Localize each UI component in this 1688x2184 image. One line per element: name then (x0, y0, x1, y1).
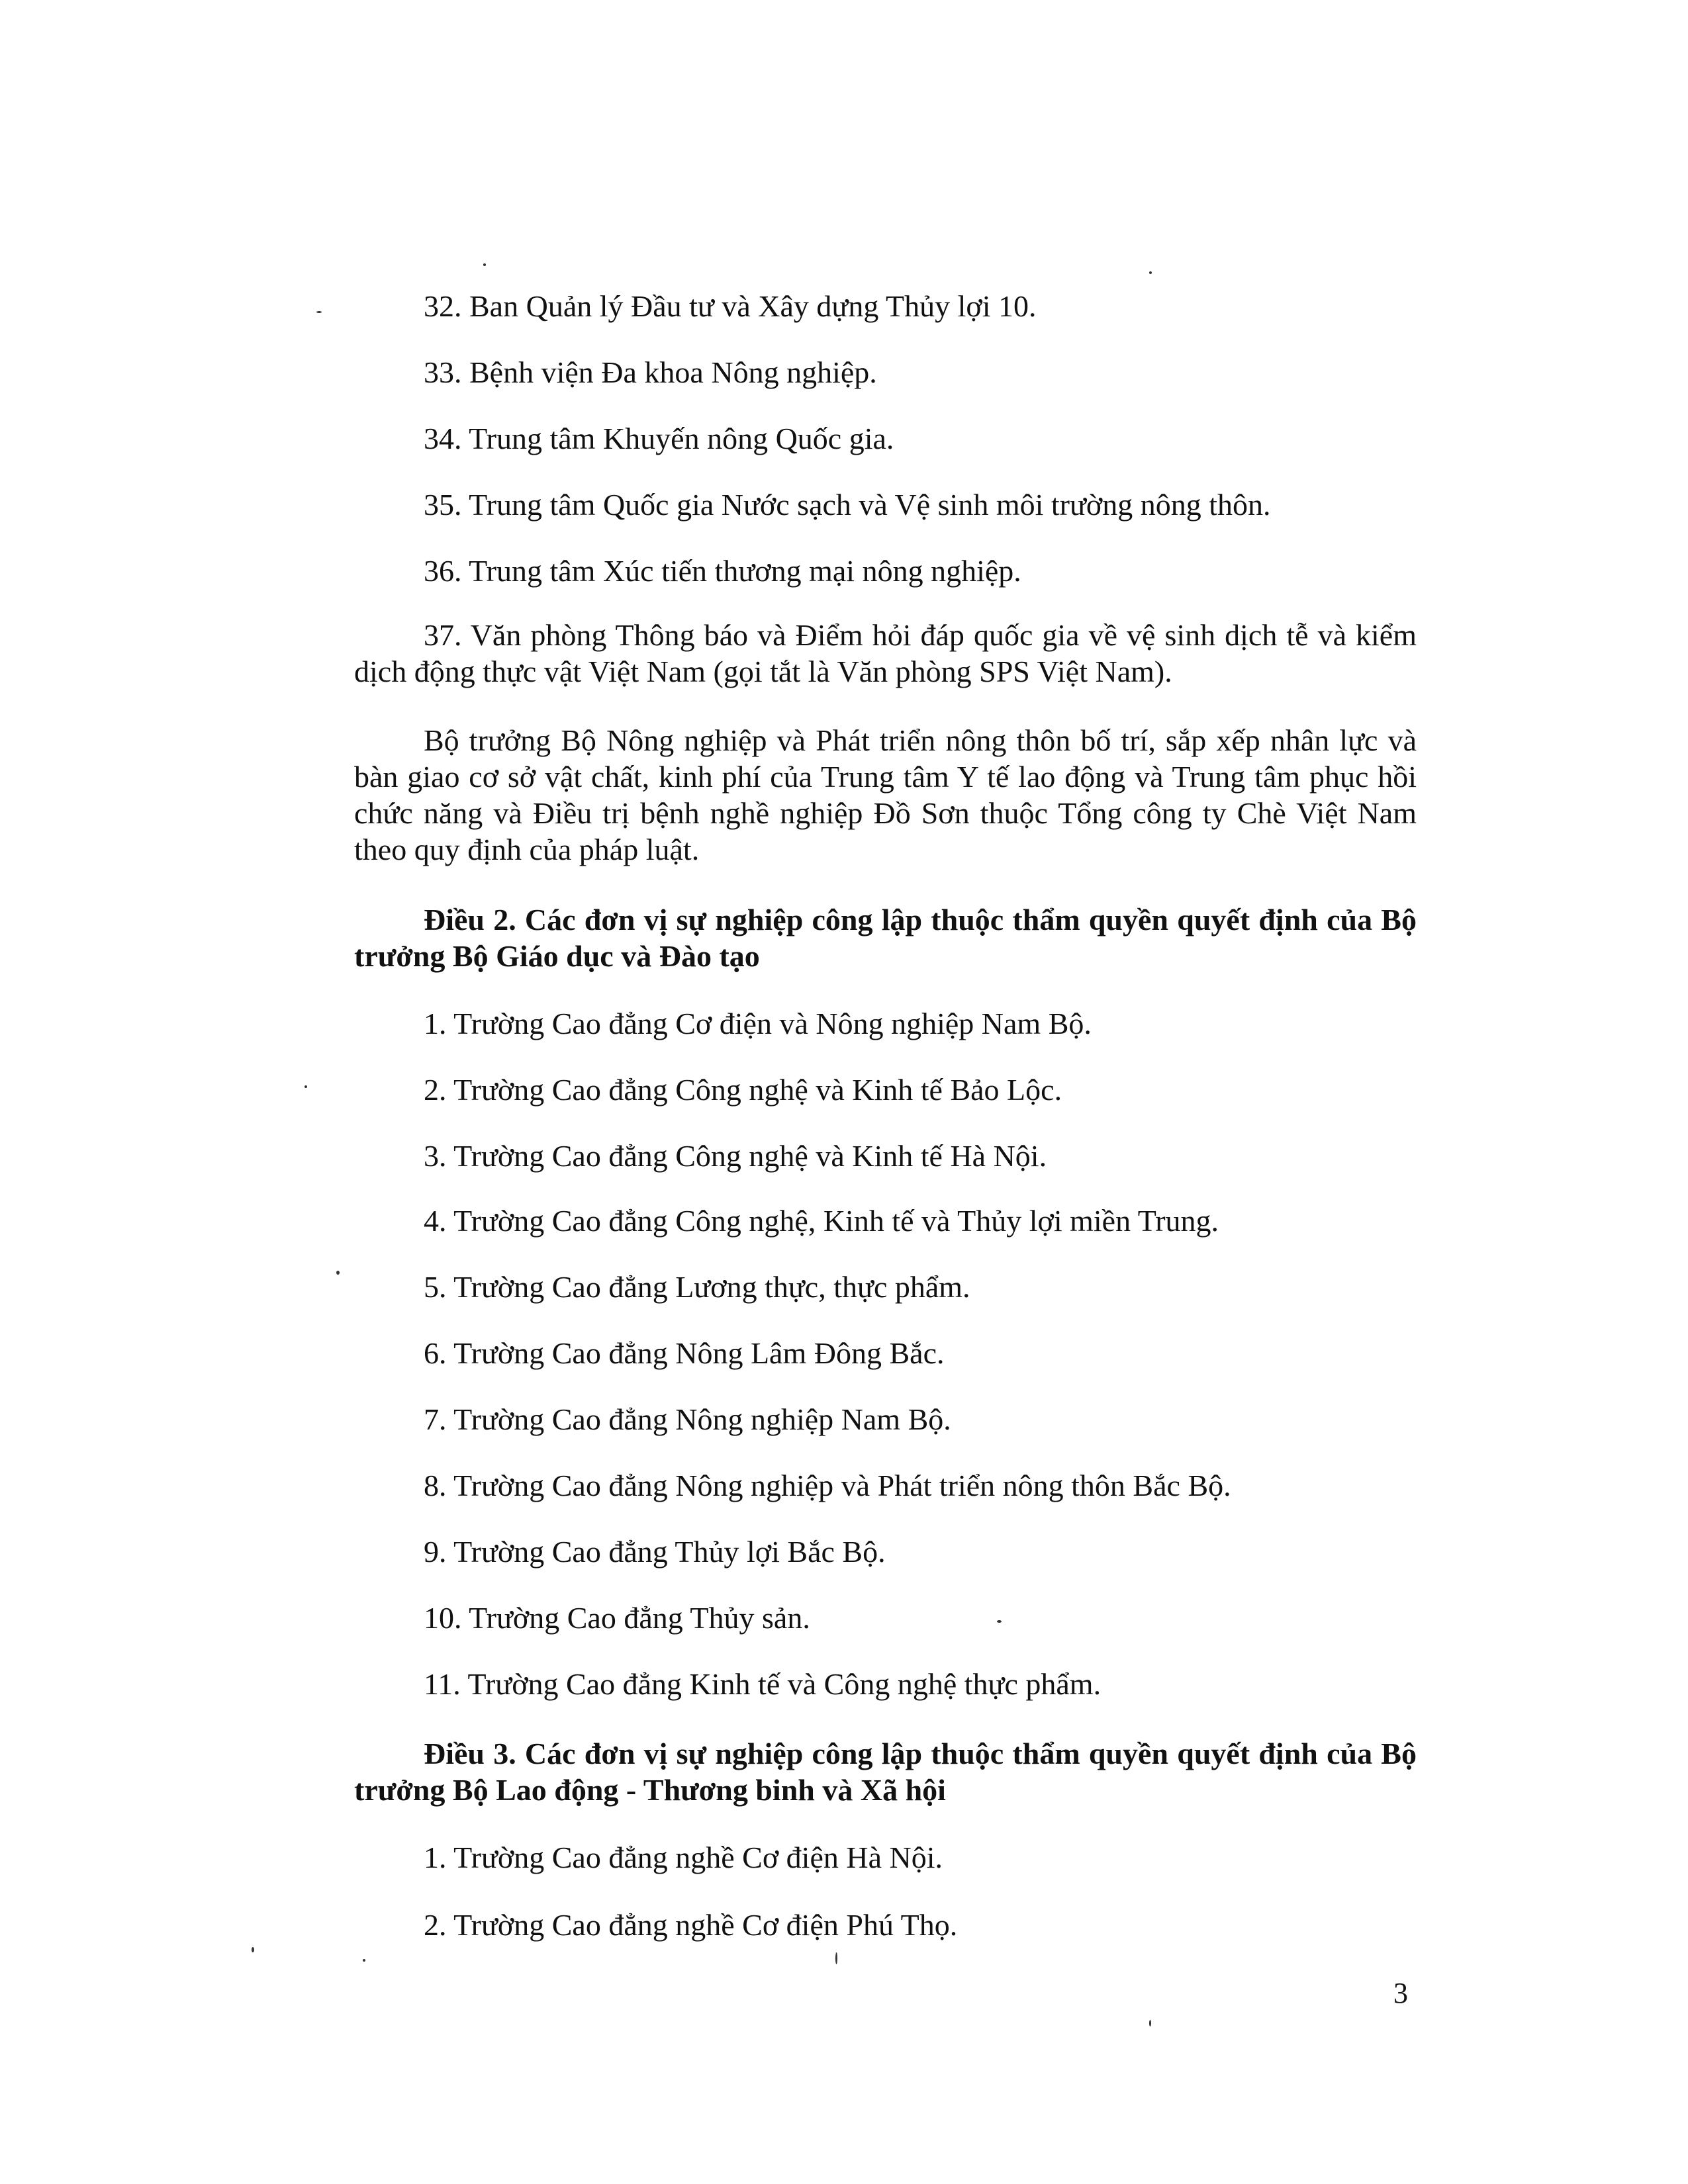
article3-item-1: 1. Trường Cao đẳng nghề Cơ điện Hà Nội. (424, 1841, 943, 1874)
article2-heading-text: Điều 2. Các đơn vị sự nghiệp công lập thuộc thẩm quyền quyết định của Bộ trưởng Bộ Giáo dục và Đào tạo (354, 903, 1417, 973)
article3-item-2: 2. Trường Cao đẳng nghề Cơ điện Phú Thọ. (424, 1908, 958, 1942)
list-item-34: 34. Trung tâm Khuyến nông Quốc gia. (424, 422, 894, 455)
article2-item-6: 6. Trường Cao đẳng Nông Lâm Đông Bắc. (424, 1336, 945, 1370)
article2-item-2: 2. Trường Cao đẳng Công nghệ và Kinh tế Bảo Lộc. (424, 1073, 1062, 1107)
article2-item-9: 9. Trường Cao đẳng Thủy lợi Bắc Bộ. (424, 1535, 886, 1569)
article2-heading (354, 901, 1417, 974)
scan-speck (305, 1085, 307, 1088)
scan-speck (363, 1959, 365, 1962)
article2-item-7: 7. Trường Cao đẳng Nông nghiệp Nam Bộ. (424, 1402, 951, 1436)
scan-speck (1149, 2020, 1151, 2026)
scan-speck (997, 1620, 1002, 1623)
article3-heading (354, 1735, 1417, 1808)
article2-item-3: 3. Trường Cao đẳng Công nghệ và Kinh tế Hà Nội. (424, 1139, 1047, 1173)
article2-item-4: 4. Trường Cao đẳng Công nghệ, Kinh tế và Thủy lợi miền Trung. (424, 1204, 1219, 1238)
list-item-32: 32. Ban Quản lý Đầu tư và Xây dựng Thủy lợi 10. (424, 289, 1037, 323)
article2-item-10: 10. Trường Cao đẳng Thủy sản. (424, 1601, 810, 1635)
article1-note-paragraph (354, 722, 1417, 868)
list-item-37 (354, 617, 1417, 690)
list-item-33: 33. Bệnh viện Đa khoa Nông nghiệp. (424, 355, 877, 389)
scan-speck (1149, 271, 1152, 274)
list-item-37-text: 37. Văn phòng Thông báo và Điểm hỏi đáp quốc gia về vệ sinh dịch tễ và kiểm dịch động thực vật Việt Nam (gọi tắt là Văn phòng SPS Việt Nam). (354, 618, 1417, 688)
article1-note-text: Bộ trưởng Bộ Nông nghiệp và Phát triển nông thôn bố trí, sắp xếp nhân lực và bàn giao cơ sở vật chất, kinh phí của Trung tâm Y tế lao động và Trung tâm phục hồi chức năng và Điều trị bệnh nghề nghiệp Đồ Sơn thuộc Tổng công ty Chè Việt Nam theo quy định của pháp luật. (354, 723, 1417, 866)
article2-item-1: 1. Trường Cao đẳng Cơ điện và Nông nghiệp Nam Bộ. (424, 1007, 1092, 1040)
scan-speck (252, 1947, 254, 1952)
article2-item-5: 5. Trường Cao đẳng Lương thực, thực phẩm. (424, 1270, 970, 1304)
article2-item-8: 8. Trường Cao đẳng Nông nghiệp và Phát triển nông thôn Bắc Bộ. (424, 1469, 1231, 1502)
scan-speck (483, 263, 486, 266)
article2-item-11: 11. Trường Cao đẳng Kinh tế và Công nghệ thực phẩm. (424, 1667, 1102, 1701)
list-item-36: 36. Trung tâm Xúc tiến thương mại nông nghiệp. (424, 554, 1021, 588)
article3-heading-text: Điều 3. Các đơn vị sự nghiệp công lập thuộc thẩm quyền quyết định của Bộ trưởng Bộ Lao động - Thương binh và Xã hội (354, 1737, 1417, 1807)
scan-speck (835, 1952, 837, 1964)
page-number: 3 (1393, 1977, 1408, 2009)
scan-speck (316, 311, 322, 313)
scan-speck (336, 1271, 340, 1275)
list-item-35: 35. Trung tâm Quốc gia Nước sạch và Vệ sinh môi trường nông thôn. (424, 488, 1271, 522)
